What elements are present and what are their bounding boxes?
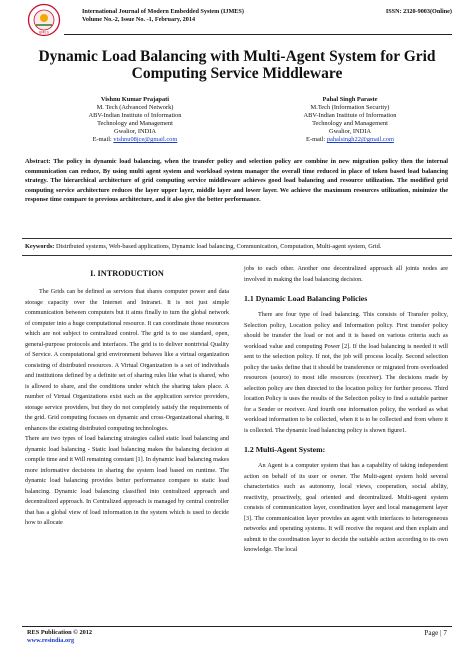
author-affiliation: Technology and Management	[312, 120, 388, 127]
issn: ISSN: 2320-9003(Online)	[385, 8, 452, 15]
journal-header	[82, 8, 452, 24]
author-email-link[interactable]: vishnu08jce@gmail.com	[113, 136, 178, 143]
footer-divider	[22, 626, 452, 627]
journal-name: International Journal of Modern Embedded System (IJMES)	[82, 8, 244, 15]
author-name: Pahal Singh Paraste	[322, 96, 378, 103]
page-number: Page | 7	[424, 629, 447, 637]
author-affiliation: ABV-Indian Institute of Information	[303, 112, 397, 119]
keywords-label: Keywords:	[25, 243, 55, 250]
subsection-heading: 1.2 Multi-Agent System:	[244, 445, 326, 454]
paragraph: jobs to each other. Another one decentralized approach all joints nodes are involved in making the load balancing decision.	[244, 265, 448, 283]
left-column	[25, 268, 229, 529]
journal-volume: Volume No.-2, Issue No. -1, February, 2014	[82, 16, 196, 23]
section-heading: I. INTRODUCTION	[90, 269, 164, 278]
svg-text:IJMES: IJMES	[39, 30, 49, 35]
divider	[22, 238, 452, 239]
abstract: Abstract: The policy in dynamic load balancing, when the transfer policy and selection policy are combine in new migration policy then the internal communication can reduce, By using multi agent system and workload system manager the overall time reduced in place of token based load balancing strategy. The hierarchical architecture of grid computing service middleware achieves good load balancing and resource utilization. The modified grid computing service architecture reduces the layer upper layer, middle layer and lower layer. We achieve the maximum resources utilization, minimize the response time compare to previous architecture, and it also give the better performance.	[25, 158, 448, 204]
author-affiliation: M. Tech (Advanced Network)	[96, 104, 174, 111]
footer-publisher-block	[27, 629, 92, 644]
author-email-row	[40, 136, 230, 144]
journal-logo	[27, 3, 61, 37]
email-label: E-mail:	[306, 136, 327, 143]
paragraph: There are two types of load balancing strategies called static load balancing and dynamic load balancing - Static load balancing makes the balancing decision at compile time and it Will remaining constant [1]. In dynamic load balancing makes more informative decisions in sharing the system load based on runtime. The dynamic load balancing provides better performance compare to static load balancing. Dynamic load balancing classified into centralized approach and decentralized approach. In Centralized approach is managed by central controller that has a global view of load information in the system which is used to decide how to allocate	[25, 435, 229, 526]
paper-title: Dynamic Load Balancing with Multi-Agent System for Grid Computing Service Middleware	[38, 48, 436, 82]
publisher-url-link[interactable]: www.resindia.org	[27, 636, 75, 644]
author-email-row	[255, 136, 445, 144]
right-column	[244, 264, 448, 556]
paragraph: An Agent is a computer system that has a capability of taking independent action on behalf of its user or owner. The Multi-agent system hold several characteristics such as autonomy, local views, cooperation, social ability, reactivity, proactively, goal oriented and decentralized. Multi-agent system consists of communication layer, coordination layer and local management layer [3]. The communication layer provides an agent with interfaces to heterogeneous networks and operating systems. It will receive the request and then explain and submit to the coordination layer to decide the suitable action according to its own knowledge. The local	[244, 462, 448, 553]
author-location: Gwalior, INDIA	[114, 128, 156, 135]
author-email-link[interactable]: pahalsingh22@gmail.com	[326, 136, 394, 143]
author-block-1	[40, 96, 230, 144]
author-affiliation: M.Tech (Information Security)	[310, 104, 390, 111]
author-name: Vishnu Kumar Prajapati	[100, 96, 170, 103]
keywords-text: Distributed systems, Web-based applications, Dynamic load balancing, Communication, Computation, Multi-agent system, Grid.	[54, 243, 382, 250]
author-location: Gwalior, INDIA	[329, 128, 371, 135]
publisher: RES Publication © 2012	[27, 629, 93, 636]
author-affiliation: ABV-Indian Institute of Information	[88, 112, 182, 119]
subsection-heading: 1.1 Dynamic Load Balancing Policies	[244, 294, 368, 303]
keywords	[25, 243, 448, 251]
divider	[22, 255, 452, 256]
header-divider	[64, 34, 452, 35]
author-block-2	[255, 96, 445, 144]
paragraph: The Grids can be defined as services that shares computer power and data storage capacity over the Internet and Intranet. It is not just simple communication between computers but it aims finally to turn the global network of computer into a huge computational resource. It can coordinate those resources which are not subject to centralized control. The grid is to use standard, open, general-purpose protocols and interfaces. The grid is to deliver nontrivial Quality of Service. A computational grid environment behaves like a virtual organization consisting of distributed resources. A Virtual Organization is a set of individuals and institutions defined by a definite set of sharing rules like what is shared, who is allowed to share, and the conditions under which the sharing takes place. A number of Virtual Organizations exist such as the application service providers, storage service providers, but they do not completely satisfy the requirements of the grid. Grid computing focuses on dynamic and cross-Organizational sharing, it enhances the existing distributed computing technologies.	[25, 288, 229, 432]
paragraph: There are four type of load balancing. This consists of Transfer policy, Selection policy, Location policy and Information policy. First transfer policy should be transfer the load or not and it is based on various criteria such as workload value and computing Power [2]. If the load balancing is needed it will sent to the selection policy. If not, the job will process locally. Second selection policy the tasks define that it should be transference or migrated from overloaded resources (source) to most idle resources (receiver). The decisions made by selection policy are then directed to the location policy for further process. Third location Policy is uses the results of the Selection policy to find a suitable partner for a Sender or receiver. And fourth one information policy, the worked as what workload information to be collected, when it is to be collected and from where it is collected. The dynamic load balancing policy is shown figure1.	[244, 311, 448, 434]
email-label: E-mail:	[92, 136, 114, 143]
author-affiliation: Technology and Management	[97, 120, 173, 127]
